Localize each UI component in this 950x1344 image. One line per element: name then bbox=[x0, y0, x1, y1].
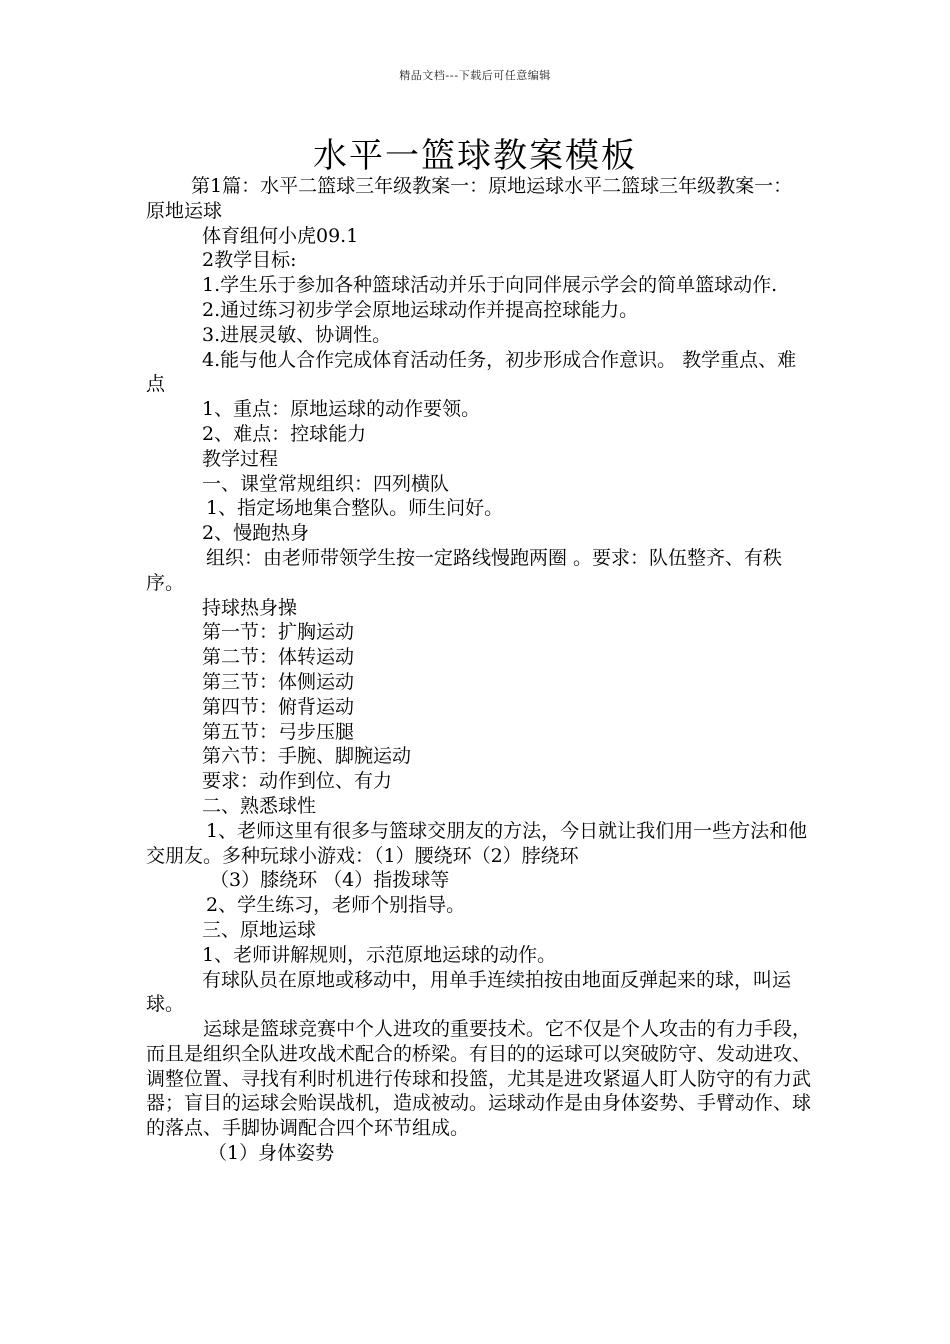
paragraph: 第四节：俯背运动 bbox=[202, 695, 355, 718]
paragraph: 第六节：手腕、脚腕运动 bbox=[202, 745, 412, 768]
paragraph: 2、难点：控球能力 bbox=[202, 422, 367, 445]
document-title: 水平一篮球教案模板 bbox=[313, 136, 637, 176]
paragraph: （3）膝绕环 （4）指拨球等 bbox=[210, 869, 450, 892]
paragraph: 3.进展灵敏、协调性。 bbox=[202, 323, 392, 346]
paragraph: 运球是篮球竞赛中个人进攻的重要技术。它不仅是个人攻击的有力手段，而且是组织全队进攻战术配合的桥梁。有目的的运球可以突破防守、发动进攻、调整位置、寻找有利时机进行传球和投篮，尤其是进攻紧逼人盯人防守的有力武器；盲目的运球会贻误战机，造成被动。运球动作是由身体姿势、手臂动作、球的落点、手脚协调配合四个环节组成。 bbox=[146, 1018, 812, 1140]
paragraph: 2教学目标: bbox=[202, 249, 297, 272]
paragraph: 体育组何小虎09.1 bbox=[202, 224, 359, 247]
paragraph: 2、慢跑热身 bbox=[202, 522, 310, 545]
paragraph: （1）身体姿势 bbox=[208, 1142, 335, 1165]
paragraph: 2、学生练习，老师个别指导。 bbox=[206, 894, 466, 917]
paragraph: 4.能与他人合作完成体育活动任务，初步形成合作意识。 教学重点、难点 bbox=[146, 348, 797, 396]
paragraph: 1、指定场地集合整队。师生问好。 bbox=[206, 497, 504, 520]
paragraph: 第二节：体转运动 bbox=[202, 646, 355, 669]
paragraph: 1、老师讲解规则，示范原地运球的动作。 bbox=[202, 943, 557, 966]
paragraph: 第一节：扩胸运动 bbox=[202, 621, 355, 644]
paragraph: 一、课堂常规组织：四列横队 bbox=[202, 472, 450, 495]
paragraph: 第三节：体侧运动 bbox=[202, 670, 355, 693]
document-body bbox=[146, 174, 811, 1166]
paragraph: 1、重点：原地运球的动作要领。 bbox=[202, 398, 481, 421]
paragraph: 教学过程 bbox=[202, 447, 279, 470]
paragraph: 二、熟悉球性 bbox=[202, 794, 317, 817]
paragraph: 1.学生乐于参加各种篮球活动并乐于向同伴展示学会的简单篮球动作. bbox=[202, 274, 778, 297]
paragraph: 有球队员在原地或移动中，用单手连续拍按由地面反弹起来的球，叫运球。 bbox=[146, 968, 792, 1016]
paragraph: 第五节：弓步压腿 bbox=[202, 720, 355, 743]
paragraph: 组织：由老师带领学生按一定路线慢跑两圈 。要求：队伍整齐、有秩序。 bbox=[146, 546, 783, 594]
paragraph: 1、老师这里有很多与篮球交朋友的方法，今日就让我们用一些方法和他交朋友。多种玩球小游戏：（1）腰绕环（2）脖绕环 bbox=[146, 819, 808, 867]
paragraph: 2.通过练习初步学会原地运球动作并提高控球能力。 bbox=[202, 298, 639, 321]
paragraph: 三、原地运球 bbox=[202, 918, 317, 941]
paragraph: 持球热身操 bbox=[202, 596, 298, 619]
paragraph: 第1篇：水平二篮球三年级教案一：原地运球水平二篮球三年级教案一：原地运球 bbox=[146, 175, 793, 222]
header-note: 精品文档---下载后可任意编辑 bbox=[399, 69, 551, 82]
paragraph: 要求：动作到位、有力 bbox=[202, 770, 393, 793]
